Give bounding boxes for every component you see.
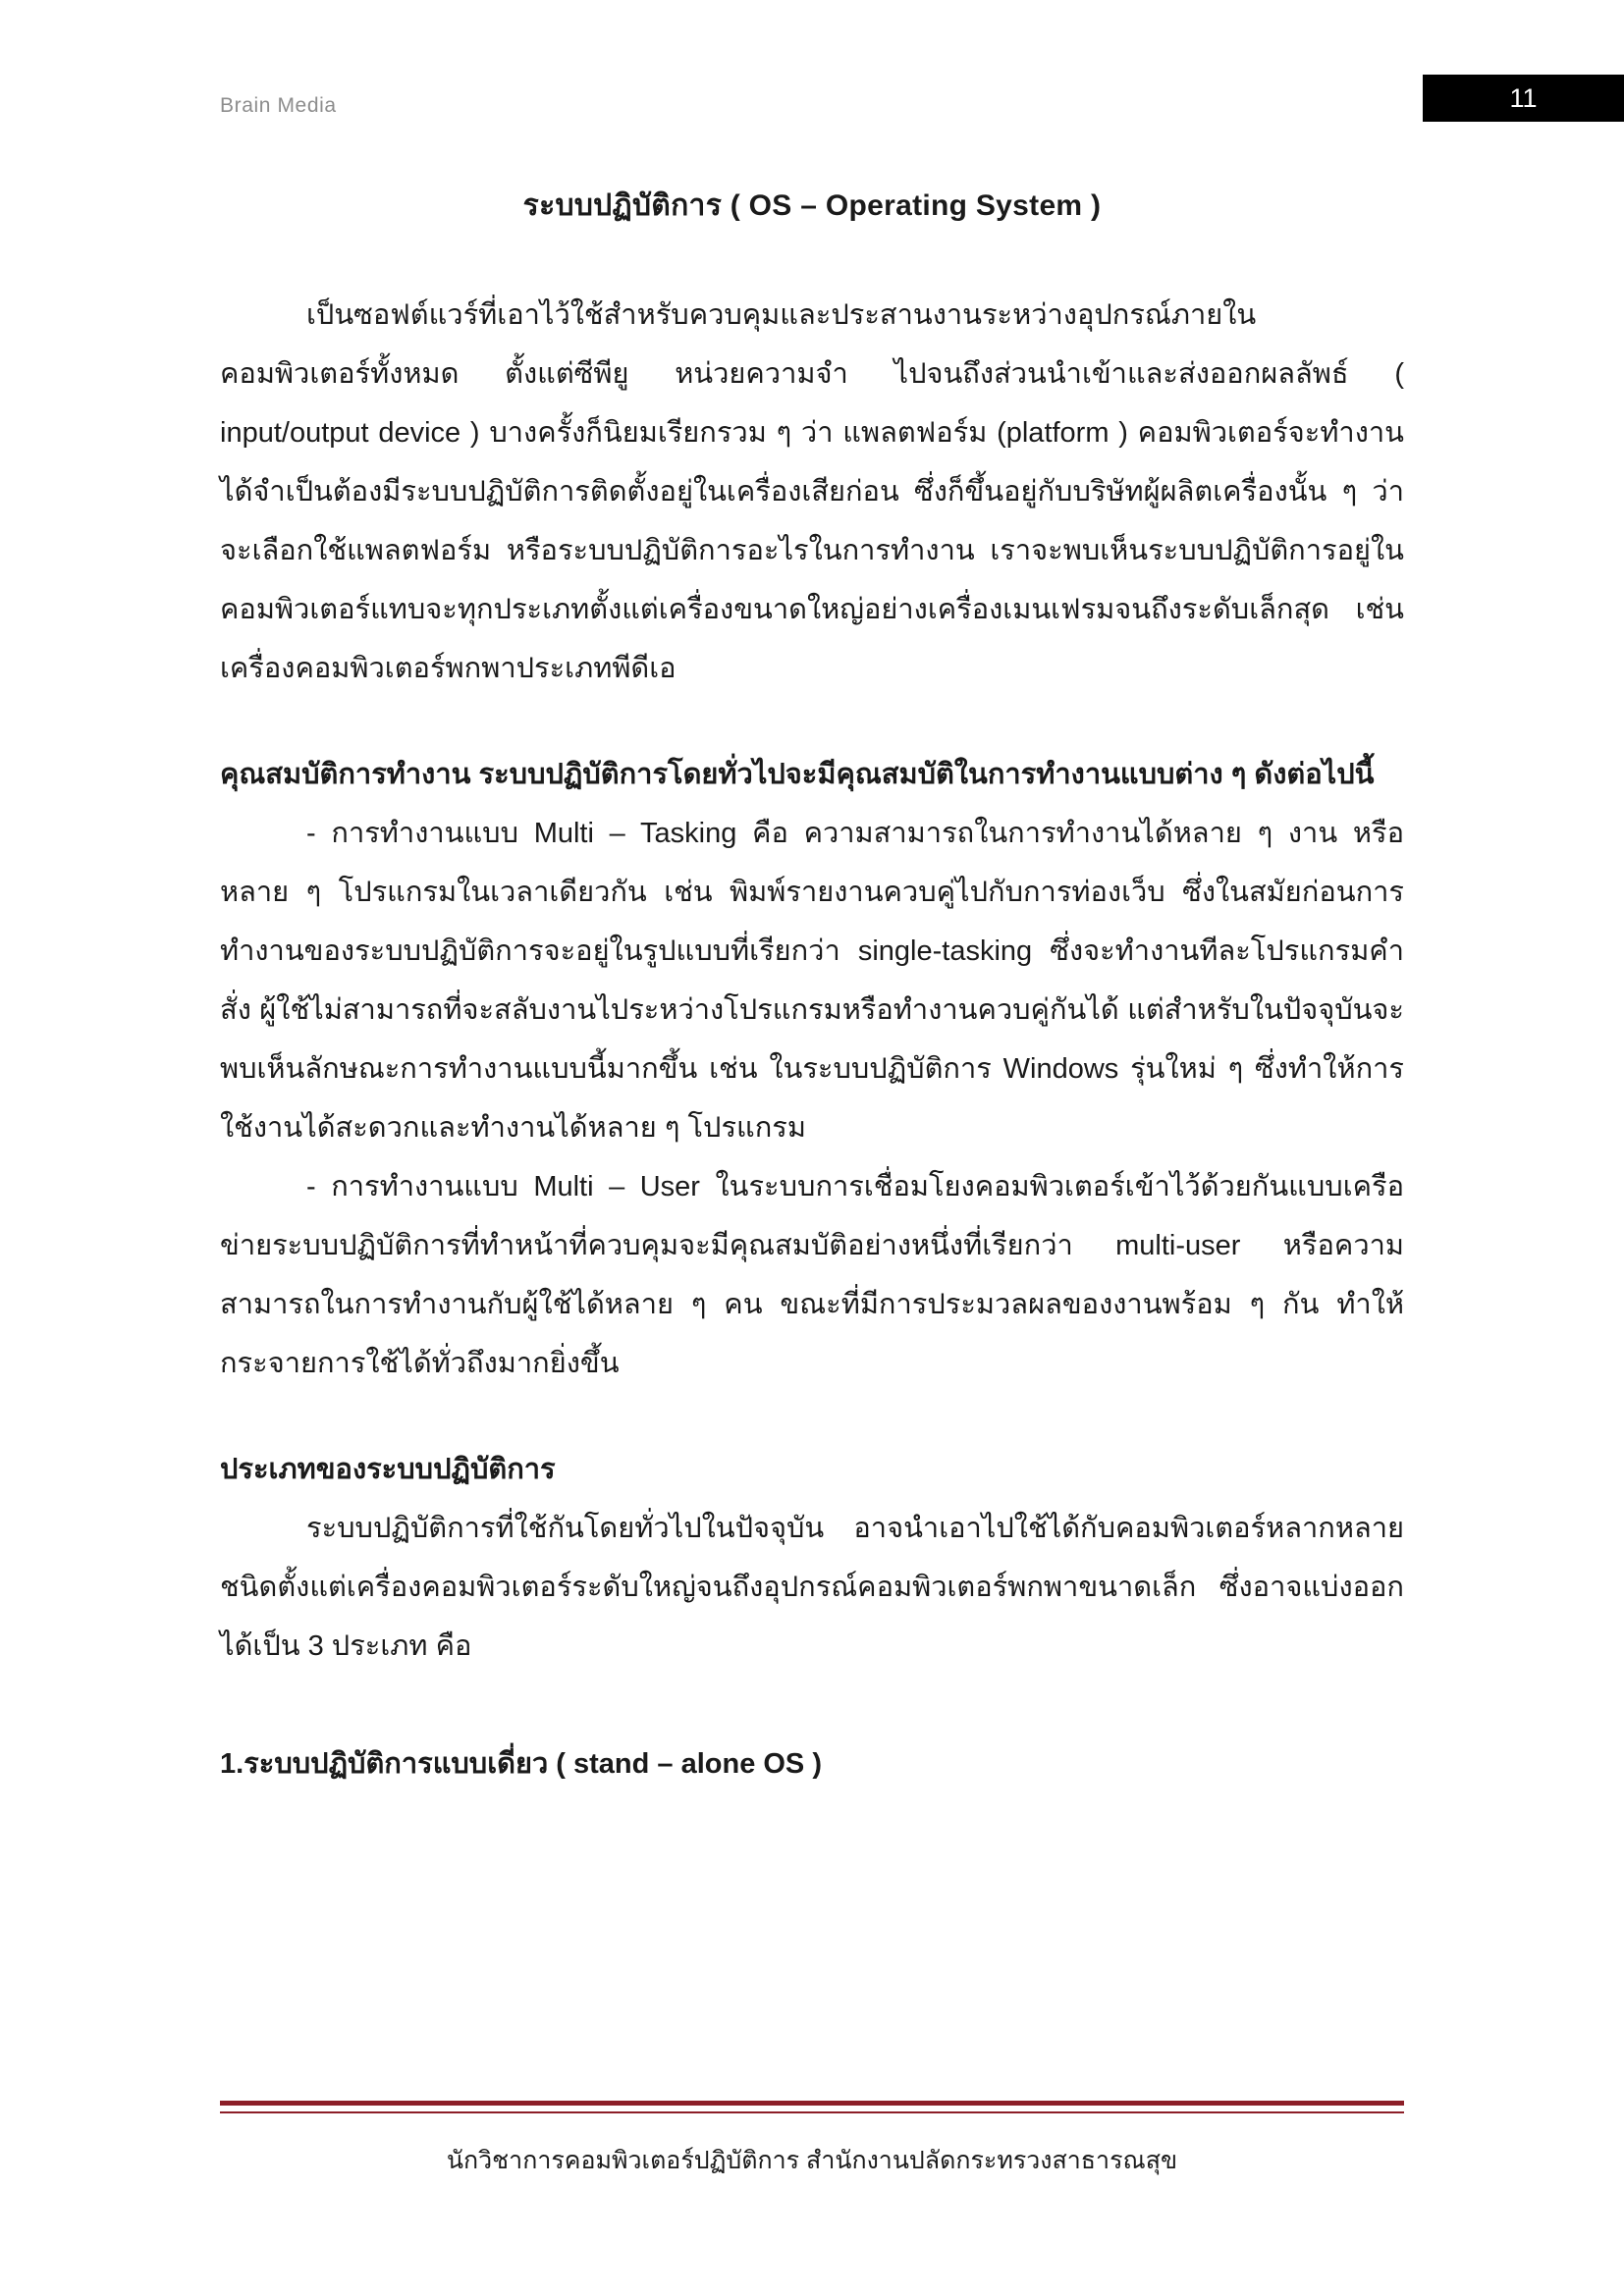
document-body (220, 191, 1404, 1793)
intro-paragraph: เป็นซอฟต์แวร์ที่เอาไว้ใช้สำหรับควบคุมและประสานงานระหว่างอุปกรณ์ภายในคอมพิวเตอร์ทั้งหมด ตั้งแต่ซีพียู หน่วยความจำ ไปจนถึงส่วนนำเข้าและส่งออกผลลัพธ์ ( input/output device ) บางครั้งก็นิยมเรียกรวม ๆ ว่า แพลตฟอร์ม (platform ) คอมพิวเตอร์จะทำงานได้จำเป็นต้องมีระบบปฏิบัติการติดตั้งอยู่ในเครื่องเสียก่อน ซึ่งก็ขึ้นอยู่กับบริษัทผู้ผลิตเครื่องนั้น ๆ ว่าจะเลือกใช้แพลตฟอร์ม หรือระบบปฏิบัติการอะไรในการทำงาน เราจะพบเห็นระบบปฏิบัติการอยู่ในคอมพิวเตอร์แทบจะทุกประเภทตั้งแต่เครื่องขนาดใหญ่อย่างเครื่องเมนเฟรมจนถึงระดับเล็กสุด เช่น เครื่องคอมพิวเตอร์พกพาประเภทพีดีเอ (220, 299, 1404, 684)
spacer (220, 227, 1404, 286)
page-title: ระบบปฏิบัติการ ( OS – Operating System ) (522, 189, 1102, 222)
stand-alone-os-heading: 1.ระบบปฏิบัติการแบบเดี่ยว ( stand – alone OS ) (220, 1748, 822, 1780)
types-heading: ประเภทของระบบปฏิบัติการ (220, 1454, 556, 1485)
spacer (220, 1676, 1404, 1735)
footer-rule-thick (220, 2101, 1404, 2106)
page-footer (220, 2101, 1404, 2180)
spacer (220, 698, 1404, 745)
features-heading: คุณสมบัติการทำงาน ระบบปฏิบัติการโดยทั่วไปจะมีคุณสมบัติในการทำงานแบบต่าง ๆ ดังต่อไปนี้ (220, 759, 1375, 790)
running-head: Brain Media (220, 94, 337, 117)
multi-tasking-paragraph: - การทำงานแบบ Multi – Tasking คือ ความสามารถในการทำงานได้หลาย ๆ งาน หรือหลาย ๆ โปรแกรมในเวลาเดียวกัน เช่น พิมพ์รายงานควบคู่ไปกับการท่องเว็บ ซึ่งในสมัยก่อนการทำงานของระบบปฏิบัติการจะอยู่ในรูปแบบที่เรียกว่า single-tasking ซึ่งจะทำงานทีละโปรแกรมคำสั่ง ผู้ใช้ไม่สามารถที่จะสลับงานไประหว่างโปรแกรมหรือทำงานควบคู่กันได้ แต่สำหรับในปัจจุบันจะพบเห็นลักษณะการทำงานแบบนี้มากขึ้น เช่น ในระบบปฏิบัติการ Windows รุ่นใหม่ ๆ ซึ่งทำให้การใช้งานได้สะดวกและทำงานได้หลาย ๆ โปรแกรม (220, 818, 1404, 1144)
spacer (220, 1393, 1404, 1440)
multi-user-paragraph: - การทำงานแบบ Multi – User ในระบบการเชื่อมโยงคอมพิวเตอร์เข้าไว้ด้วยกันแบบเครือข่ายระบบปฏิบัติการที่ทำหน้าที่ควบคุมจะมีคุณสมบัติอย่างหนึ่งที่เรียกว่า multi-user หรือความสามารถในการทำงานกับผู้ใช้ได้หลาย ๆ คน ขณะที่มีการประมวลผลของงานพร้อม ๆ กัน ทำให้กระจายการใช้ได้ทั่วถึงมากยิ่งขึ้น (220, 1171, 1404, 1379)
footer-rule-thin (220, 2111, 1404, 2113)
types-paragraph: ระบบปฏิบัติการที่ใช้กันโดยทั่วไปในปัจจุบัน อาจนำเอาไปใช้ได้กับคอมพิวเตอร์หลากหลายชนิดตั้งแต่เครื่องคอมพิวเตอร์ระดับใหญ่จนถึงอุปกรณ์คอมพิวเตอร์พกพาขนาดเล็ก ซึ่งอาจแบ่งออกได้เป็น 3 ประเภท คือ (220, 1513, 1404, 1662)
footer-text: นักวิชาการคอมพิวเตอร์ปฏิบัติการ สำนักงานปลัดกระทรวงสาธารณสุข (446, 2147, 1178, 2174)
page-number-badge: 11 (1423, 75, 1624, 122)
page-header (0, 0, 1624, 147)
